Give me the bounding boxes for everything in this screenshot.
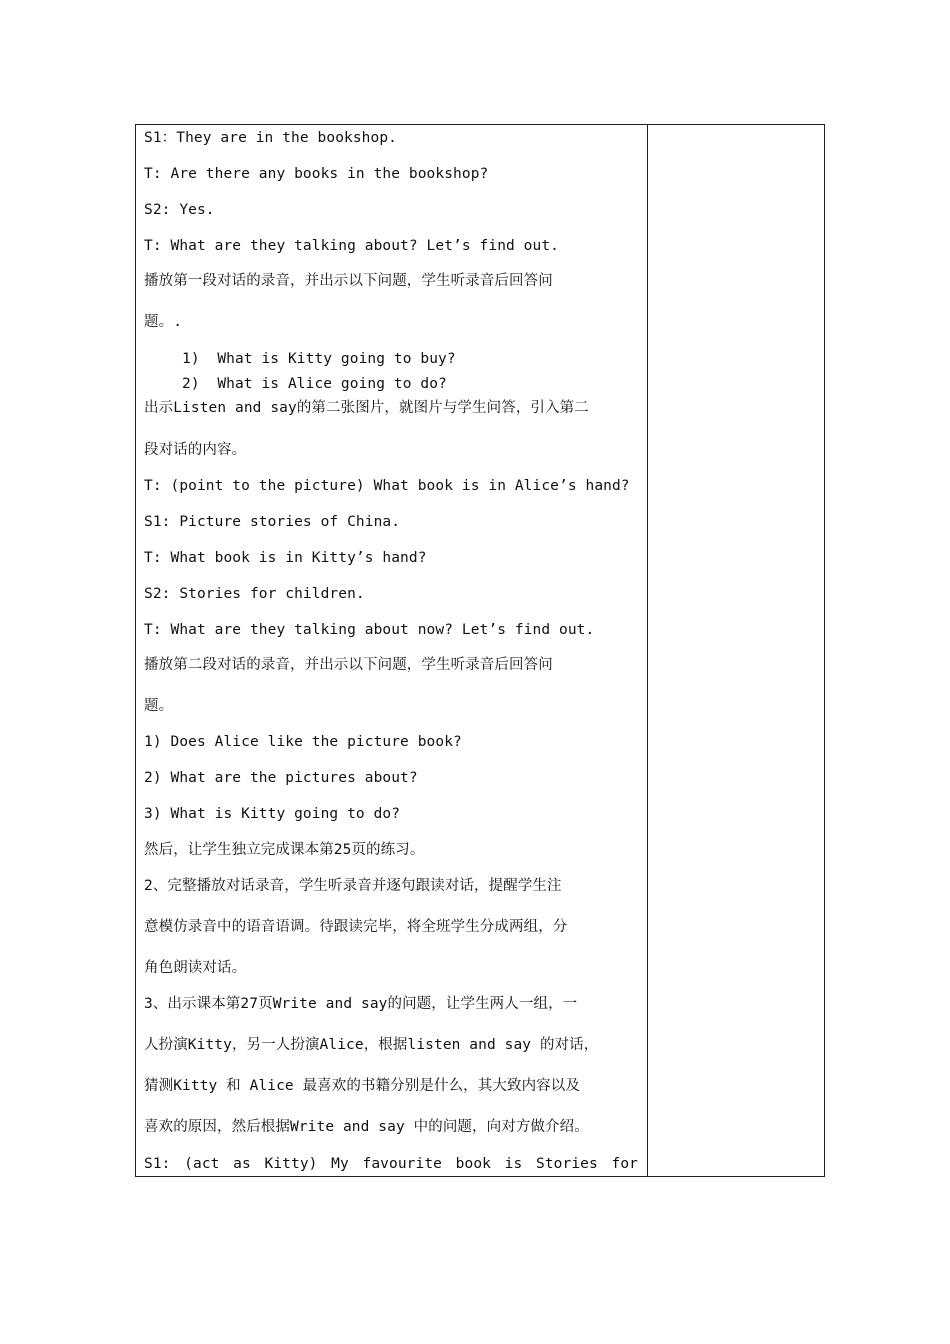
- text-line: T: What are they talking about now? Let’s find out.: [144, 622, 595, 638]
- text-line: 段对话的内容。: [144, 442, 247, 458]
- text-line: 意模仿录音中的语音语调。待跟读完毕，将全班学生分成两组，分: [144, 919, 568, 935]
- text-line: T: (point to the picture) What book is in Alice’s hand?: [144, 478, 630, 494]
- text-line: 题。.: [144, 314, 183, 330]
- text-line: 喜欢的原因，然后根据Write and say 中的问题，向对方做介绍。: [144, 1119, 589, 1135]
- word: S1:: [144, 1156, 171, 1172]
- question-item: 2) What are the pictures about?: [144, 770, 418, 786]
- word: as: [233, 1156, 251, 1172]
- justified-text-line: [144, 1154, 638, 1174]
- word: Kitty): [264, 1156, 318, 1172]
- text-line: 播放第二段对话的录音，并出示以下问题，学生听录音后回答问: [144, 657, 553, 673]
- question-item: 2) What is Alice going to do?: [182, 376, 447, 392]
- word: is: [504, 1156, 523, 1172]
- question-item: 3) What is Kitty going to do?: [144, 806, 401, 822]
- text-line: S2: Stories for children.: [144, 586, 365, 602]
- text-line: 人扮演Kitty，另一人扮演Alice，根据listen and say 的对话，: [144, 1037, 599, 1053]
- question-item: 1) What is Kitty going to buy?: [182, 351, 456, 367]
- text-line: T: Are there any books in the bookshop?: [144, 166, 489, 182]
- question-item: 1) Does Alice like the picture book?: [144, 734, 462, 750]
- text-line: 题。: [144, 698, 174, 714]
- text-line: 播放第一段对话的录音，并出示以下问题，学生听录音后回答问: [144, 273, 553, 289]
- word: book: [455, 1156, 491, 1172]
- text-line: 3、出示课本第27页Write and say的问题，让学生两人一组，一: [144, 996, 578, 1012]
- word: Stories: [536, 1156, 598, 1172]
- word: My: [331, 1156, 349, 1172]
- text-line: 然后，让学生独立完成课本第25页的练习。: [144, 842, 425, 858]
- text-line: S2: Yes.: [144, 202, 215, 218]
- text-line: 角色朗读对话。: [144, 960, 247, 976]
- text-line: S1：They are in the bookshop.: [144, 130, 398, 146]
- text-line: T: What are they talking about? Let’s find out.: [144, 238, 559, 254]
- word: (act: [184, 1156, 220, 1172]
- word: favourite: [362, 1156, 442, 1172]
- text-line: T: What book is in Kitty’s hand?: [144, 550, 427, 566]
- notes-cell: [648, 125, 824, 1176]
- word: for: [611, 1156, 638, 1172]
- text-line: 出示Listen and say的第二张图片，就图片与学生问答，引入第二: [144, 400, 589, 416]
- text-line: 2、完整播放对话录音，学生听录音并逐句跟读对话，提醒学生注: [144, 878, 562, 894]
- text-line: S1: Picture stories of China.: [144, 514, 401, 530]
- text-line: 猜测Kitty 和 Alice 最喜欢的书籍分别是什么，其大致内容以及: [144, 1078, 580, 1094]
